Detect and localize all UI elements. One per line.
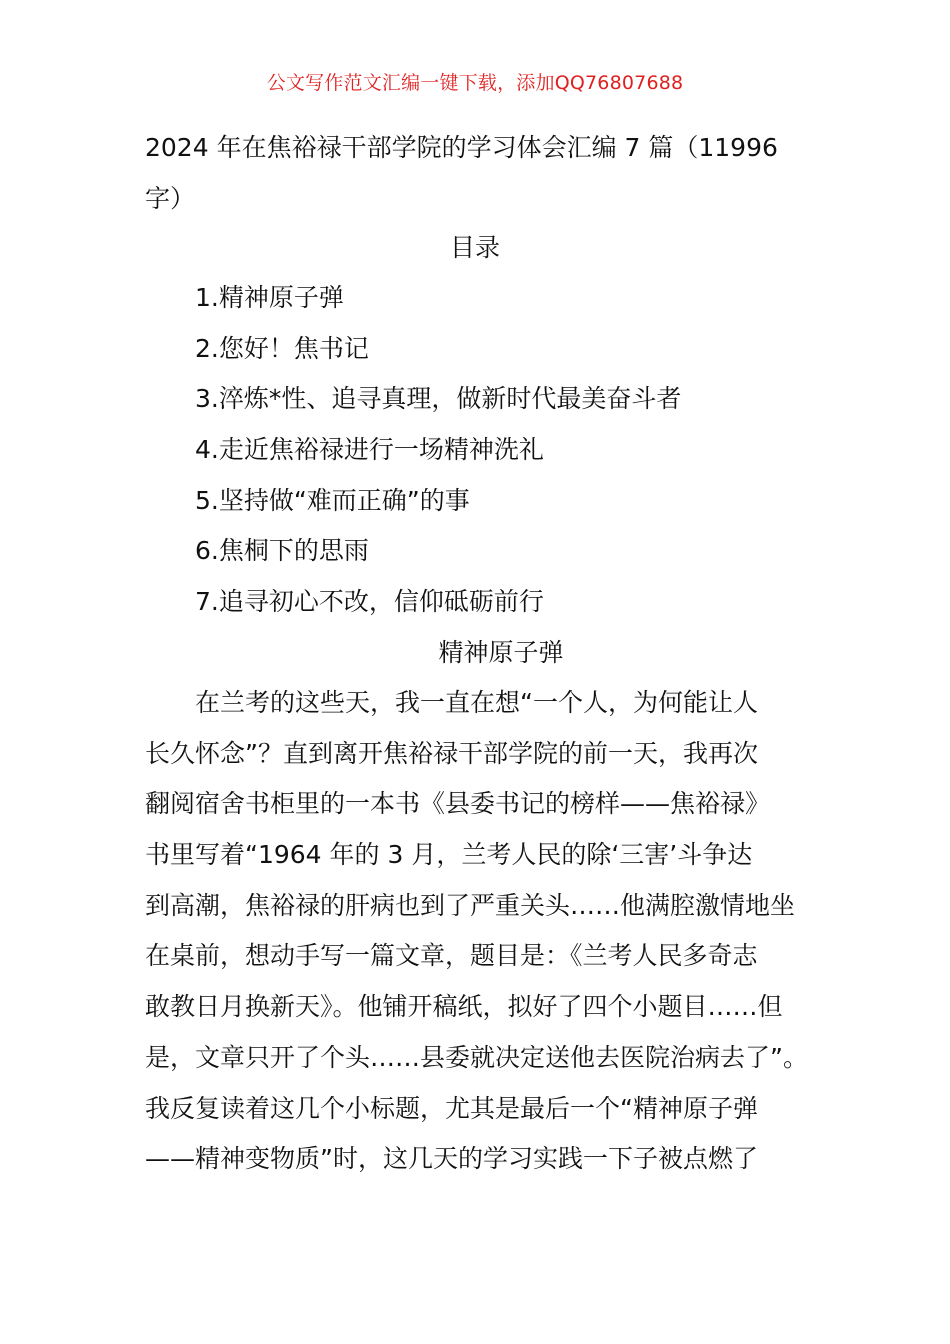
- toc-item: 5.坚持做“难而正确”的事: [195, 485, 470, 515]
- body-line: ——精神变物质”时，这几天的学习实践一下子被点燃了: [145, 1144, 758, 1174]
- toc-item: 1.精神原子弹: [195, 283, 344, 312]
- document-title: [145, 122, 815, 224]
- toc-item: 6.焦桐下的思雨: [195, 536, 369, 566]
- watermark-banner: 公文写作范文汇编一键下载，添加QQ76807688: [266, 72, 684, 94]
- body-line: 敢教日月换新天》。他铺开稿纸，拟好了四个小题目……但: [145, 992, 783, 1022]
- toc-heading: 目录: [449, 233, 500, 262]
- body-line: 书里写着“1964 年的 3 月，兰考人民的除‘三害’斗争达: [145, 840, 753, 870]
- toc-item: 2.您好！焦书记: [195, 333, 369, 363]
- body-line: 是，文章只开了个头……县委就决定送他去医院治病去了”。: [145, 1042, 808, 1072]
- document-title-line-1: 2024 年在焦裕禄干部学院的学习体会汇编 7 篇（11996: [145, 133, 778, 162]
- toc-item: 4.走近焦裕禄进行一场精神洗礼: [195, 435, 544, 465]
- body-line: 在兰考的这些天，我一直在想“一个人，为何能让人: [195, 688, 758, 717]
- toc-item: 7.追寻初心不改，信仰砥砺前行: [195, 587, 544, 617]
- body-line: 长久怀念”？直到离开焦裕禄干部学院的前一天，我再次: [145, 738, 758, 768]
- table-of-contents: [195, 273, 681, 628]
- body-paragraph: [145, 678, 810, 1185]
- body-line: 翻阅宿舍书柜里的一本书《县委书记的榜样——焦裕禄》: [145, 789, 771, 819]
- body-line: 到高潮，焦裕禄的肝病也到了严重关头……他满腔激情地坐: [145, 890, 796, 920]
- toc-item: 3.淬炼*性、追寻真理，做新时代最美奋斗者: [195, 384, 682, 414]
- body-line: 我反复读着这几个小标题，尤其是最后一个“精神原子弹: [145, 1093, 758, 1123]
- body-line: 在桌前，想动手写一篇文章，题目是：《兰考人民多奇志: [145, 941, 758, 971]
- section-title: 精神原子弹: [438, 638, 564, 667]
- document-title-line-2: 字）: [145, 184, 196, 213]
